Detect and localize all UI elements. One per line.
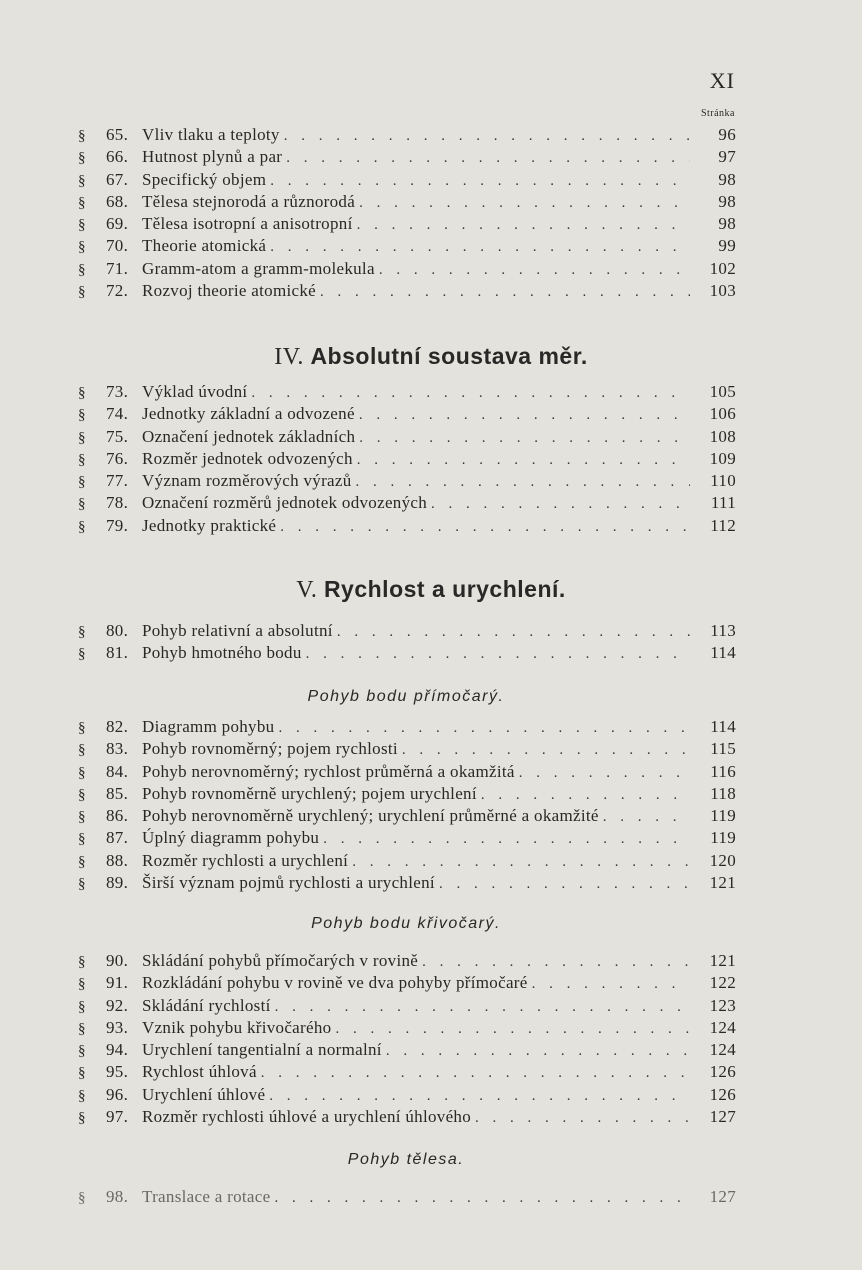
dot-leader [323, 828, 690, 850]
page-ref: 99 [718, 236, 736, 256]
toc-entry [70, 403, 736, 425]
page-ref: 126 [709, 1062, 736, 1082]
section-mark: § [78, 474, 86, 491]
page-ref: 115 [710, 739, 736, 759]
dot-leader [532, 973, 690, 995]
dot-leader [270, 170, 690, 192]
dot-leader [402, 739, 690, 761]
toc-entry [70, 642, 736, 664]
section-mark: § [78, 876, 86, 893]
toc-entry [70, 850, 736, 872]
section-mark: § [78, 786, 86, 803]
section-title: Rozměr jednotek odvozených [142, 448, 353, 468]
section-title: Výklad úvodní [142, 382, 248, 401]
toc-group-2 [70, 381, 736, 537]
section-title: Skládání rychlostí [142, 995, 271, 1015]
section-title: Úplný diagramm pohybu [142, 828, 320, 848]
section-number: 76. [106, 448, 129, 468]
section-title: Gramm-atom a gramm-molekula [142, 258, 375, 278]
section-mark: § [78, 496, 86, 513]
page-column-label: Stránka [700, 108, 735, 119]
section-mark: § [78, 954, 86, 970]
page-ref: 123 [709, 995, 736, 1015]
toc-entry [70, 492, 736, 514]
section-number: 89. [106, 873, 129, 893]
section-title: Pohyb relativní a absolutní [142, 621, 333, 640]
toc-entry [70, 515, 736, 537]
subheading-curvilinear-motion: Pohyb bodu křivočarý. [311, 915, 501, 932]
toc-entry [70, 620, 736, 642]
page-ref: 96 [718, 125, 736, 144]
section-mark: § [78, 742, 86, 759]
section-number: 98. [106, 1187, 129, 1206]
section-title: Theorie atomická [142, 236, 267, 256]
subheading-straight-motion: Pohyb bodu přímočarý. [307, 688, 505, 705]
chapter-4-numeral: IV. [274, 344, 304, 370]
page-ref: 126 [709, 1084, 736, 1104]
toc-entry [70, 381, 736, 403]
section-number: 80. [106, 621, 129, 640]
section-number: 93. [106, 1017, 129, 1037]
toc-entry [70, 146, 736, 168]
toc-entry [70, 972, 736, 994]
section-mark: § [78, 976, 86, 993]
toc-entry [70, 191, 736, 213]
dot-leader [357, 449, 690, 471]
toc-entry [70, 470, 736, 492]
dot-leader [261, 1062, 690, 1084]
section-title: Tělesa stejnorodá a různorodá [142, 191, 356, 211]
page-ref: 113 [710, 621, 736, 640]
dot-leader [284, 125, 690, 147]
section-title: Rozvoj theorie atomické [142, 281, 317, 301]
toc-entry [70, 950, 736, 972]
dot-leader [439, 873, 690, 895]
section-mark: § [78, 128, 86, 144]
section-mark: § [78, 451, 86, 468]
section-title: Rozměr rychlosti úhlové a urychlení úhlového [142, 1107, 472, 1127]
section-mark: § [78, 998, 86, 1015]
dot-leader [251, 382, 690, 404]
toc-entry [70, 426, 736, 448]
section-number: 66. [106, 147, 129, 167]
toc-entry [70, 761, 736, 783]
section-title: Translace a rotace [142, 1187, 271, 1206]
section-number: 95. [106, 1062, 129, 1082]
dot-leader [337, 621, 690, 643]
section-title: Pohyb rovnoměrný; pojem rychlosti [142, 739, 398, 759]
toc-entry [70, 213, 736, 235]
page-ref: 110 [710, 471, 736, 491]
toc-entry [70, 169, 736, 191]
section-title: Vznik pohybu křivočarého [142, 1017, 332, 1037]
dot-leader [357, 214, 690, 236]
dot-leader [379, 259, 690, 281]
section-title: Jednotky praktické [142, 515, 277, 535]
dot-leader [275, 996, 690, 1018]
section-title: Vliv tlaku a teploty [142, 125, 280, 144]
section-mark: § [78, 1087, 86, 1104]
toc-entry [70, 235, 736, 257]
section-number: 67. [106, 169, 129, 189]
section-mark: § [78, 624, 86, 640]
page-ref: 122 [709, 973, 736, 993]
section-title: Označení jednotek základních [142, 426, 356, 446]
dot-leader [603, 806, 690, 828]
section-mark: § [78, 518, 86, 535]
toc-entry [70, 716, 736, 738]
toc-entry [70, 1106, 736, 1128]
page-ref: 112 [710, 515, 736, 535]
dot-leader [306, 643, 690, 665]
section-title: Pohyb rovnoměrně urychlený; pojem urychlení [142, 783, 477, 803]
section-mark: § [78, 720, 86, 736]
dot-leader [422, 951, 690, 973]
section-number: 68. [106, 191, 129, 211]
page-ref: 119 [710, 828, 736, 848]
section-title: Pohyb hmotného bodu [142, 643, 302, 663]
section-number: 92. [106, 995, 129, 1015]
chapter-4-title: Absolutní soustava měr. [310, 343, 588, 369]
toc-entry [70, 258, 736, 280]
section-number: 96. [106, 1084, 129, 1104]
section-number: 88. [106, 850, 129, 870]
section-title: Širší význam pojmů rychlosti a urychlení [142, 873, 435, 893]
section-mark: § [78, 261, 86, 278]
page-ref: 98 [718, 214, 736, 234]
toc-group-4 [70, 716, 736, 894]
page-ref: 127 [709, 1107, 736, 1127]
dot-leader [274, 1187, 690, 1209]
toc-entry [70, 738, 736, 760]
dot-leader [270, 236, 690, 258]
section-number: 79. [106, 515, 129, 535]
page-ref: 97 [718, 147, 736, 167]
dot-leader [359, 192, 690, 214]
dot-leader [431, 493, 690, 515]
dot-leader [481, 784, 690, 806]
section-title: Pohyb nerovnoměrně urychlený; urychlení průměrné a okamžité [142, 806, 599, 826]
chapter-5-numeral: V. [296, 577, 318, 603]
toc-entry [70, 448, 736, 470]
dot-leader [278, 717, 690, 739]
chapter-5-heading [0, 576, 862, 604]
dot-leader [335, 1018, 690, 1040]
section-number: 70. [106, 236, 129, 256]
page-ref: 120 [709, 850, 736, 870]
section-title: Diagramm pohybu [142, 717, 275, 736]
section-number: 75. [106, 426, 129, 446]
toc-group-1 [70, 124, 736, 302]
section-mark: § [78, 831, 86, 848]
section-number: 86. [106, 806, 129, 826]
toc-entry [70, 1017, 736, 1039]
toc-group-6 [70, 1186, 736, 1208]
section-mark: § [78, 1190, 86, 1206]
page-ref: 109 [709, 448, 736, 468]
page-number: XI [709, 68, 735, 93]
section-number: 77. [106, 471, 129, 491]
page-ref: 118 [710, 783, 736, 803]
chapter-4-heading [0, 343, 862, 371]
section-title: Specifický objem [142, 169, 267, 189]
toc-entry [70, 872, 736, 894]
dot-leader [359, 404, 690, 426]
section-title: Rozkládání pohybu v rovině ve dva pohyby přímočaré [142, 973, 528, 993]
toc-entry [70, 124, 736, 146]
section-mark: § [78, 1020, 86, 1037]
section-title: Význam rozměrových výrazů [142, 471, 352, 491]
page-ref: 105 [709, 382, 736, 401]
dot-leader [475, 1107, 690, 1129]
toc-entry [70, 805, 736, 827]
page-ref: 103 [709, 281, 736, 301]
section-number: 94. [106, 1040, 129, 1060]
section-title: Hutnost plynů a par [142, 147, 283, 167]
section-number: 90. [106, 951, 129, 970]
section-mark: § [78, 385, 86, 401]
section-number: 97. [106, 1107, 129, 1127]
page-ref: 108 [709, 426, 736, 446]
section-number: 84. [106, 761, 129, 781]
page-ref: 124 [709, 1040, 736, 1060]
section-mark: § [78, 853, 86, 870]
section-title: Skládání pohybů přímočarých v rovině [142, 951, 419, 970]
page-ref: 106 [709, 404, 736, 424]
dot-leader [352, 851, 690, 873]
section-mark: § [78, 429, 86, 446]
section-title: Rozměr rychlosti a urychlení [142, 850, 349, 870]
section-title: Urychlení tangentialní a normalní [142, 1040, 382, 1060]
section-number: 85. [106, 783, 129, 803]
section-title: Jednotky základní a odvozené [142, 404, 355, 424]
dot-leader [356, 471, 690, 493]
page-ref: 111 [710, 493, 736, 513]
toc-entry [70, 827, 736, 849]
section-title: Urychlení úhlové [142, 1084, 266, 1104]
section-mark: § [78, 1065, 86, 1082]
section-number: 78. [106, 493, 129, 513]
section-number: 83. [106, 739, 129, 759]
section-mark: § [78, 194, 86, 211]
section-number: 72. [106, 281, 129, 301]
dot-leader [359, 427, 690, 449]
section-title: Tělesa isotropní a anisotropní [142, 214, 353, 234]
section-mark: § [78, 764, 86, 781]
section-number: 74. [106, 404, 129, 424]
section-mark: § [78, 284, 86, 301]
page-ref: 127 [709, 1187, 736, 1206]
page-ref: 119 [710, 806, 736, 826]
dot-leader [320, 281, 690, 303]
page-ref: 116 [710, 761, 736, 781]
section-number: 73. [106, 382, 129, 401]
page-ref: 98 [718, 169, 736, 189]
dot-leader [286, 147, 690, 169]
section-mark: § [78, 407, 86, 424]
section-mark: § [78, 1043, 86, 1060]
section-mark: § [78, 646, 86, 663]
section-title: Pohyb nerovnoměrný; rychlost průměrná a okamžitá [142, 761, 515, 781]
page-ref: 98 [718, 191, 736, 211]
section-number: 91. [106, 973, 129, 993]
section-number: 87. [106, 828, 129, 848]
dot-leader [269, 1085, 690, 1107]
page-ref: 124 [709, 1017, 736, 1037]
section-mark: § [78, 217, 86, 234]
page-ref: 121 [709, 951, 736, 970]
dot-leader [386, 1040, 690, 1062]
section-number: 69. [106, 214, 129, 234]
section-number: 65. [106, 125, 129, 144]
subheading-body-motion: Pohyb tělesa. [347, 1151, 465, 1168]
section-mark: § [78, 150, 86, 167]
section-mark: § [78, 1110, 86, 1127]
section-mark: § [78, 172, 86, 189]
section-title: Označení rozměrů jednotek odvozených [142, 493, 428, 513]
dot-leader [519, 762, 690, 784]
toc-entry [70, 1061, 736, 1083]
toc-group-5 [70, 950, 736, 1128]
section-mark: § [78, 809, 86, 826]
toc-entry [70, 783, 736, 805]
dot-leader [280, 516, 690, 538]
toc-entry [70, 995, 736, 1017]
toc-entry [70, 1084, 736, 1106]
section-number: 71. [106, 258, 129, 278]
page-ref: 121 [709, 873, 736, 893]
page-ref: 114 [710, 643, 736, 663]
section-mark: § [78, 239, 86, 256]
toc-entry [70, 1186, 736, 1208]
section-number: 81. [106, 643, 129, 663]
toc-group-3 [70, 620, 736, 665]
toc-entry [70, 1039, 736, 1061]
page-ref: 114 [710, 717, 736, 736]
section-number: 82. [106, 717, 129, 736]
chapter-5-title: Rychlost a urychlení. [323, 576, 566, 602]
page-ref: 102 [709, 258, 736, 278]
toc-entry [70, 280, 736, 302]
section-title: Rychlost úhlová [142, 1062, 257, 1082]
